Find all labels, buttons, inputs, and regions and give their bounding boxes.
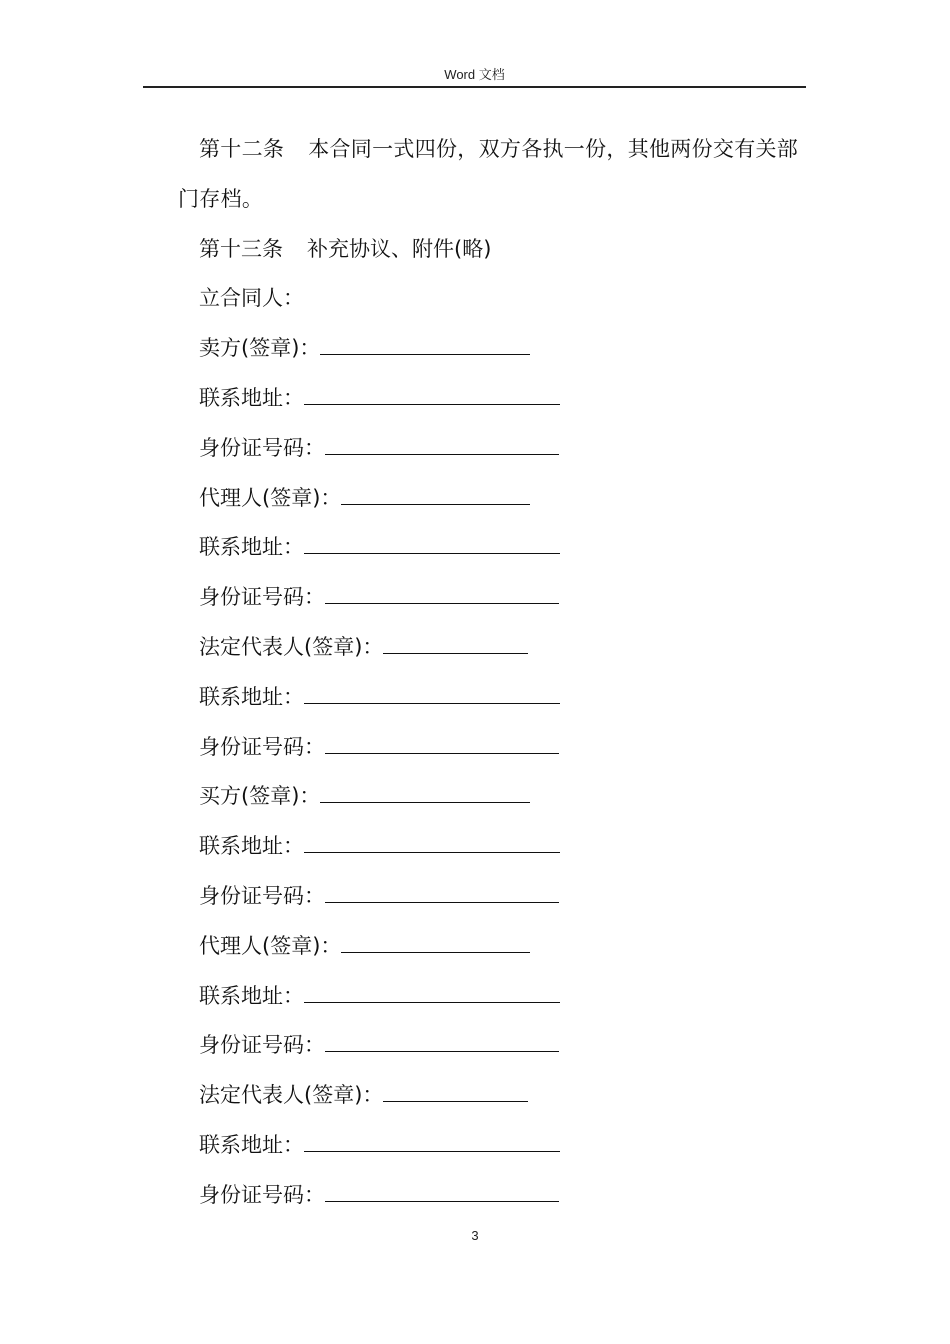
signature-blank[interactable] (383, 1083, 528, 1102)
signature-blank[interactable] (320, 336, 530, 355)
buyer-rep-address-field (178, 1121, 808, 1171)
address-blank[interactable] (304, 834, 560, 853)
id-number-blank[interactable] (325, 1183, 559, 1202)
address-blank[interactable] (304, 984, 560, 1003)
buyer-address-field (178, 822, 808, 872)
seller-rep-signature-field (178, 623, 808, 673)
seller-signature-field (178, 324, 808, 374)
seller-agent-id-field (178, 573, 808, 623)
field-label: 代理人(签章)： (199, 485, 342, 510)
buyer-agent-address-field (178, 972, 808, 1022)
header-title: Word 文档 (444, 67, 505, 82)
field-label: 联系地址： (199, 983, 304, 1008)
buyer-signature-field (178, 772, 808, 822)
address-blank[interactable] (304, 535, 560, 554)
field-label: 身份证号码： (199, 1033, 325, 1058)
buyer-rep-signature-field (178, 1071, 808, 1121)
buyer-rep-id-field (178, 1171, 808, 1221)
field-label: 身份证号码： (199, 1182, 325, 1207)
signature-blank[interactable] (320, 784, 530, 803)
field-label: 身份证号码： (199, 883, 325, 908)
signature-blank[interactable] (341, 486, 530, 505)
page-number: 3 (471, 1228, 479, 1243)
field-label: 代理人(签章)： (199, 933, 342, 958)
seller-address-field (178, 374, 808, 424)
parties-title: 立合同人： (199, 286, 304, 311)
field-label: 联系地址： (199, 1132, 304, 1157)
buyer-id-field (178, 872, 808, 922)
document-body (178, 125, 808, 1221)
seller-id-field (178, 424, 808, 474)
field-label: 联系地址： (199, 535, 304, 560)
article-13 (178, 225, 808, 275)
id-number-blank[interactable] (325, 1033, 559, 1052)
buyer-agent-signature-field (178, 922, 808, 972)
signature-blank[interactable] (341, 934, 530, 953)
field-label: 联系地址： (199, 385, 304, 410)
article-12 (178, 125, 808, 225)
field-label: 联系地址： (199, 834, 304, 859)
page-header (143, 64, 806, 88)
address-blank[interactable] (304, 685, 560, 704)
address-blank[interactable] (304, 1133, 560, 1152)
address-blank[interactable] (304, 386, 560, 405)
id-number-blank[interactable] (325, 436, 559, 455)
article-13-text: 补充协议、附件(略) (307, 236, 492, 261)
article-12-text: 本合同一式四份，双方各执一份，其他两份交有关部门存档。 (178, 137, 799, 211)
field-label: 身份证号码： (199, 734, 325, 759)
field-label: 卖方(签章)： (199, 336, 321, 361)
id-number-blank[interactable] (325, 735, 559, 754)
id-number-blank[interactable] (325, 884, 559, 903)
seller-rep-id-field (178, 723, 808, 773)
field-label: 买方(签章)： (199, 784, 321, 809)
field-label: 身份证号码： (199, 435, 325, 460)
id-number-blank[interactable] (325, 585, 559, 604)
field-label: 法定代表人(签章)： (199, 1083, 384, 1108)
signature-blank[interactable] (383, 635, 528, 654)
field-label: 联系地址： (199, 684, 304, 709)
article-13-number: 第十三条 (199, 236, 283, 261)
article-12-number: 第十二条 (199, 137, 285, 161)
field-label: 法定代表人(签章)： (199, 634, 384, 659)
seller-rep-address-field (178, 673, 808, 723)
buyer-agent-id-field (178, 1021, 808, 1071)
seller-agent-address-field (178, 523, 808, 573)
seller-agent-signature-field (178, 474, 808, 524)
field-label: 身份证号码： (199, 585, 325, 610)
